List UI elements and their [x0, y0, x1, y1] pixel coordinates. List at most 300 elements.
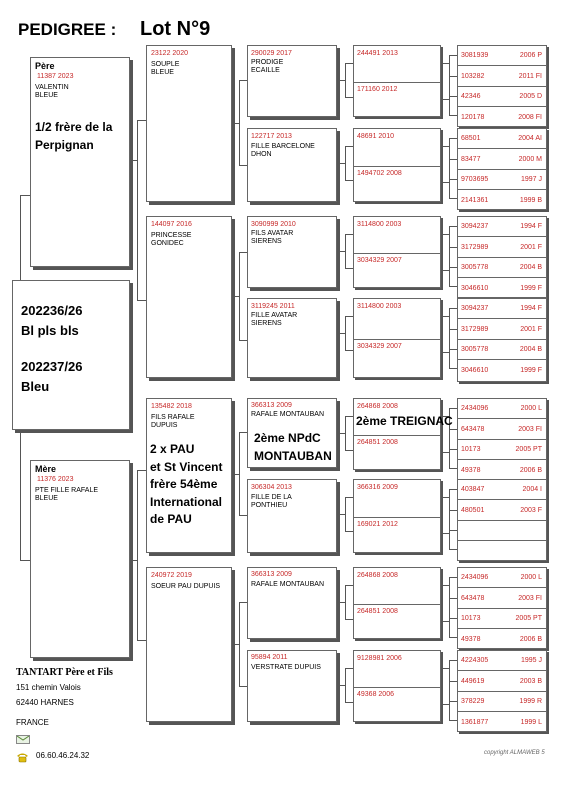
g5-year: 2001 F — [520, 325, 542, 333]
g5-year: 1994 F — [520, 223, 542, 230]
g5-year: 1999 F — [520, 284, 542, 292]
g3-card[interactable] — [247, 128, 337, 202]
g4-pair — [353, 216, 441, 288]
g5-group — [457, 216, 547, 298]
connector-line — [239, 165, 247, 166]
breeder-phone[interactable]: 06.60.46.24.32 — [36, 751, 90, 760]
connector-line — [239, 602, 247, 603]
g3-card[interactable] — [247, 479, 337, 553]
grandparent-ring: 144097 2016 — [151, 221, 192, 228]
g4-ring[interactable]: 264868 2008 — [357, 572, 398, 579]
breeder-street: 151 chemin Valois — [16, 683, 81, 692]
connector-line — [449, 267, 457, 268]
connector-line — [239, 80, 240, 165]
g5-year: 1999 L — [520, 718, 542, 726]
connector-line — [449, 577, 457, 578]
connector-line — [345, 450, 353, 451]
envelope-glyph-icon — [17, 736, 29, 743]
g3-ring: 3090999 2010 — [251, 221, 296, 228]
connector-line — [137, 470, 146, 471]
g3-name: FILS AVATAR SIERENS — [251, 230, 294, 245]
connector-line — [441, 316, 449, 317]
g5-ring: 3081939 — [461, 52, 489, 59]
connector-line — [20, 195, 30, 196]
g5-ring: 2434096 — [461, 574, 489, 581]
connector-line — [337, 433, 345, 434]
g5-row[interactable] — [458, 87, 546, 107]
connector-line — [345, 234, 353, 235]
g5-ring: 10173 — [461, 615, 481, 622]
g5-row[interactable] — [458, 399, 546, 419]
g5-ring: 42346 — [461, 93, 481, 100]
g5-ring: 83477 — [461, 155, 481, 163]
connector-line — [449, 408, 457, 409]
connector-line — [441, 182, 449, 183]
g5-ring: 3046610 — [461, 284, 489, 292]
g3-card[interactable] — [247, 398, 337, 468]
connector-line — [137, 300, 146, 301]
g5-group — [457, 298, 547, 382]
mother-card[interactable] — [30, 460, 130, 658]
g5-year: 2003 B — [519, 677, 542, 685]
g5-row[interactable] — [458, 651, 546, 671]
connector-line — [449, 489, 457, 490]
g5-year: 2000 L — [520, 574, 542, 581]
g5-ring: 3046610 — [461, 366, 489, 374]
grandparent-card[interactable] — [146, 216, 232, 378]
grandparent-ring: 240972 2019 — [151, 572, 192, 579]
connector-line — [449, 368, 457, 369]
g4-pair — [353, 128, 441, 202]
g4-divider — [354, 435, 440, 436]
connector-line — [239, 252, 240, 340]
g4-ring[interactable]: 264851 2008 — [357, 608, 398, 615]
g5-row[interactable] — [458, 521, 546, 541]
grandparent-name: PRINCESSE GONIDEC — [151, 232, 192, 247]
g4-pair — [353, 298, 441, 378]
g5-ring: 643478 — [461, 425, 485, 433]
connector-line — [232, 644, 239, 645]
g3-ring: 366313 2009 — [251, 571, 292, 578]
g5-group — [457, 128, 547, 210]
g4-divider — [354, 687, 440, 688]
g5-ring: 643478 — [461, 594, 485, 602]
g5-ring: 3172989 — [461, 325, 489, 333]
connector-line — [345, 146, 346, 180]
connector-line — [449, 598, 457, 599]
connector-line — [345, 668, 346, 702]
g5-row[interactable] — [458, 501, 546, 521]
connector-line — [337, 685, 345, 686]
g3-card[interactable] — [247, 216, 337, 288]
telephone-glyph-icon — [16, 752, 29, 763]
g5-year: 2006 P — [519, 52, 542, 59]
g5-ring: 3172989 — [461, 243, 489, 251]
g3-name: FILLE BARCELONE DHON — [251, 143, 315, 158]
g3-card[interactable] — [247, 650, 337, 722]
g4-pair — [353, 398, 441, 470]
g4-divider — [354, 253, 440, 254]
g5-year: 2006 B — [519, 466, 542, 474]
grandparent-card[interactable] — [146, 567, 232, 722]
connector-line — [20, 430, 21, 560]
g5-row[interactable] — [458, 217, 546, 237]
g5-year: 2005 D — [519, 93, 542, 100]
connector-line — [449, 55, 450, 115]
connector-line — [345, 234, 346, 268]
g4-ring[interactable]: 3114800 2003 — [357, 221, 402, 228]
father-name: VALENTIN BLEUE — [35, 84, 69, 99]
connector-line — [345, 416, 346, 450]
g5-ring: 480501 — [461, 506, 485, 514]
g5-ring: 449619 — [461, 677, 485, 685]
g4-pair — [353, 479, 441, 553]
g5-year: 2001 F — [520, 243, 542, 251]
g5-year: 1999 F — [520, 366, 542, 374]
connector-line — [239, 602, 240, 686]
g5-group — [457, 479, 547, 561]
g5-group — [457, 567, 547, 649]
connector-line — [449, 701, 457, 702]
subject-ring-2: 202237/26 — [21, 359, 83, 374]
connector-line — [441, 452, 449, 453]
g5-year: 2005 PT — [515, 615, 542, 622]
connector-line — [441, 621, 449, 622]
g5-year: 2000 M — [518, 155, 542, 163]
g4-ring[interactable]: 169021 2012 — [357, 521, 398, 528]
g3-ring: 290029 2017 — [251, 50, 292, 57]
g5-row[interactable] — [458, 692, 546, 712]
g5-ring: 120178 — [461, 113, 485, 121]
g5-year: 1997 J — [520, 176, 542, 183]
g3-card[interactable] — [247, 298, 337, 378]
g3-name: RAFALE MONTAUBAN — [251, 581, 324, 588]
g5-ring: 103282 — [461, 72, 485, 80]
connector-line — [345, 63, 346, 97]
connector-line — [449, 179, 457, 180]
grandparent-card[interactable] — [146, 45, 232, 202]
g5-row[interactable] — [458, 542, 546, 562]
connector-line — [137, 470, 138, 640]
grandparent-note: 2 x PAU et St Vincent frère 54ème International de PAU — [150, 442, 223, 526]
connector-line — [449, 138, 457, 139]
g5-row[interactable] — [458, 672, 546, 692]
connector-line — [449, 226, 450, 286]
connector-line — [449, 681, 457, 682]
g5-year: 2003 F — [520, 506, 542, 514]
connector-line — [137, 120, 138, 300]
connector-line — [449, 308, 450, 368]
connector-line — [345, 268, 353, 269]
mother-label: Mère — [35, 464, 57, 474]
father-ring: 11387 2023 — [37, 73, 74, 80]
connector-line — [239, 515, 247, 516]
g5-ring: 378229 — [461, 698, 485, 705]
g4-divider — [354, 517, 440, 518]
connector-line — [449, 577, 450, 637]
connector-line — [449, 247, 457, 248]
mother-ring: 11376 2023 — [37, 476, 74, 483]
lot-number: Lot N°9 — [140, 18, 211, 40]
g5-year: 2008 FI — [518, 113, 542, 121]
g5-row[interactable] — [458, 320, 546, 340]
g3-ring: 122717 2013 — [251, 133, 292, 140]
g5-group — [457, 45, 547, 127]
g4-ring[interactable]: 3034329 2007 — [357, 343, 402, 350]
connector-line — [449, 198, 457, 199]
g5-row[interactable] — [458, 713, 546, 733]
connector-line — [441, 99, 449, 100]
connector-line — [449, 76, 457, 77]
g5-ring: 68501 — [461, 135, 481, 142]
g5-ring: 1361877 — [461, 718, 489, 726]
connector-line — [449, 329, 457, 330]
connector-line — [137, 640, 146, 641]
connector-line — [239, 432, 247, 433]
g5-row[interactable] — [458, 258, 546, 278]
g3-card[interactable] — [247, 567, 337, 639]
g5-year: 1999 R — [519, 698, 542, 705]
breeder-name: TANTART Père et Fils — [16, 667, 113, 678]
connector-line — [239, 686, 247, 687]
g5-year: 2011 FI — [518, 72, 542, 80]
connector-line — [239, 252, 247, 253]
g5-ring: 49378 — [461, 635, 481, 643]
g4-ring[interactable]: 171160 2012 — [357, 86, 398, 93]
g5-ring: 4224305 — [461, 657, 489, 664]
connector-line — [449, 115, 457, 116]
g5-year: 1995 J — [520, 657, 542, 664]
g3-name: PRODIGE ECAILLE — [251, 59, 284, 74]
g5-row[interactable] — [458, 480, 546, 500]
connector-line — [441, 63, 449, 64]
g5-year: 2006 B — [519, 635, 542, 643]
g5-ring: 3094237 — [461, 223, 489, 230]
connector-line — [345, 350, 353, 351]
connector-line — [449, 618, 457, 619]
connector-line — [449, 549, 457, 550]
g5-row[interactable] — [458, 299, 546, 319]
g4-ring[interactable]: 49368 2006 — [357, 691, 394, 698]
g3-note: 2ème NPdC MONTAUBAN — [254, 431, 332, 463]
g5-row[interactable] — [458, 108, 546, 128]
grandparent-name: SOUPLE BLEUE — [151, 61, 180, 76]
g4-divider — [354, 82, 440, 83]
g4-ring[interactable]: 3034329 2007 — [357, 257, 402, 264]
father-card[interactable] — [30, 57, 130, 267]
connector-line — [449, 159, 457, 160]
g5-row[interactable] — [458, 340, 546, 360]
connector-line — [449, 449, 457, 450]
connector-line — [337, 514, 345, 515]
g5-row[interactable] — [458, 170, 546, 190]
connector-line — [449, 138, 450, 198]
connector-line — [137, 120, 146, 121]
connector-line — [449, 660, 450, 720]
connector-line — [345, 146, 353, 147]
g5-ring: 9703695 — [461, 176, 489, 183]
connector-line — [239, 340, 247, 341]
g5-year: 2004 B — [519, 346, 542, 353]
g5-row[interactable] — [458, 129, 546, 149]
connector-line — [345, 702, 353, 703]
connector-line — [449, 660, 457, 661]
connector-line — [239, 432, 240, 515]
father-note: 1/2 frère de la Perpignan — [35, 120, 113, 152]
grandparent-name: SOEUR PAU DUPUIS — [151, 583, 221, 590]
connector-line — [449, 720, 457, 721]
connector-line — [345, 531, 353, 532]
connector-line — [441, 704, 449, 705]
connector-line — [337, 333, 345, 334]
connector-line — [130, 160, 137, 161]
treignac-note: 2ème TREIGNAC — [356, 414, 453, 428]
connector-line — [449, 530, 457, 531]
connector-line — [449, 226, 457, 227]
g4-ring[interactable]: 1494702 2008 — [357, 170, 402, 177]
g5-year: 2005 PT — [515, 446, 542, 453]
email-icon[interactable] — [16, 735, 30, 744]
g3-ring: 366313 2009 — [251, 402, 292, 409]
connector-line — [449, 468, 457, 469]
g4-ring[interactable]: 48691 2010 — [357, 133, 394, 140]
g4-ring[interactable]: 264851 2008 — [357, 439, 398, 446]
grandparent-card[interactable] — [146, 398, 232, 553]
subject-color-2: Bleu — [21, 379, 50, 394]
g4-divider — [354, 166, 440, 167]
g3-ring: 3119245 2011 — [251, 303, 295, 310]
grandparent-name: FILS RAFALE DUPUIS — [151, 414, 195, 429]
g4-ring[interactable]: 366316 2009 — [357, 484, 398, 491]
connector-line — [441, 352, 449, 353]
connector-line — [449, 96, 457, 97]
connector-line — [441, 234, 449, 235]
g5-row[interactable] — [458, 46, 546, 66]
g5-year: 2004 B — [519, 264, 542, 271]
subject-card[interactable] — [12, 280, 130, 430]
father-label: Père — [35, 61, 55, 71]
subject-color-1: Bl pls bls — [21, 323, 79, 338]
g3-ring: 306304 2013 — [251, 484, 292, 491]
g5-row[interactable] — [458, 568, 546, 588]
connector-line — [345, 619, 353, 620]
g5-ring: 2141361 — [461, 196, 489, 204]
connector-line — [232, 123, 239, 124]
g3-ring: 95894 2011 — [251, 654, 288, 661]
g5-ring: 2434096 — [461, 405, 489, 412]
connector-line — [20, 195, 21, 280]
connector-line — [449, 489, 450, 549]
g3-name: FILLE DE LA PONTHIEU — [251, 494, 292, 509]
connector-line — [449, 308, 457, 309]
connector-line — [441, 497, 449, 498]
connector-line — [345, 585, 353, 586]
connector-line — [345, 416, 353, 417]
connector-line — [337, 163, 345, 164]
copyright: copyright ALMAWEB 5 — [484, 750, 545, 756]
connector-line — [449, 286, 457, 287]
g5-ring: 3094237 — [461, 305, 489, 312]
connector-line — [449, 429, 457, 430]
connector-line — [239, 80, 247, 81]
connector-line — [130, 560, 137, 561]
connector-line — [337, 602, 345, 603]
connector-line — [232, 474, 239, 475]
g5-row[interactable] — [458, 150, 546, 170]
g5-ring: 3005778 — [461, 346, 489, 353]
connector-line — [449, 55, 457, 56]
grandparent-ring: 135482 2018 — [151, 403, 192, 410]
connector-line — [337, 80, 345, 81]
g4-divider — [354, 339, 440, 340]
g5-row[interactable] — [458, 420, 546, 440]
g5-row[interactable] — [458, 630, 546, 650]
connector-line — [345, 63, 353, 64]
connector-line — [449, 510, 457, 511]
phone-icon — [16, 750, 29, 761]
connector-line — [441, 533, 449, 534]
connector-line — [345, 497, 346, 531]
g3-name: FILLE AVATAR SIERENS — [251, 312, 298, 327]
g4-pair — [353, 45, 441, 117]
connector-line — [232, 296, 239, 297]
connector-line — [441, 585, 449, 586]
g4-ring[interactable]: 3114800 2003 — [357, 303, 402, 310]
connector-line — [449, 349, 457, 350]
g4-divider — [354, 604, 440, 605]
g5-group — [457, 398, 547, 480]
connector-line — [345, 585, 346, 619]
g5-year: 1999 B — [519, 196, 542, 204]
connector-line — [345, 180, 353, 181]
g5-year: 2003 FI — [518, 425, 542, 433]
connector-line — [441, 146, 449, 147]
connector-line — [345, 316, 353, 317]
connector-line — [20, 560, 30, 561]
g5-row[interactable] — [458, 67, 546, 87]
g5-year: 2004 I — [522, 486, 542, 493]
g5-row[interactable] — [458, 609, 546, 629]
g5-row[interactable] — [458, 361, 546, 381]
g5-ring: 49378 — [461, 466, 481, 474]
g3-card[interactable] — [247, 45, 337, 117]
g5-row[interactable] — [458, 191, 546, 211]
g5-row[interactable] — [458, 279, 546, 299]
g3-name: VERSTRATE DUPUIS — [251, 664, 321, 671]
pedigree-title: PEDIGREE : — [18, 20, 117, 39]
g5-year: 2000 L — [520, 405, 542, 412]
g5-row[interactable] — [458, 440, 546, 460]
g5-row[interactable] — [458, 589, 546, 609]
g5-row[interactable] — [458, 461, 546, 481]
g4-ring[interactable]: 9128981 2006 — [357, 655, 402, 662]
subject-ring-1: 202236/26 — [21, 303, 83, 318]
g4-ring[interactable]: 264868 2008 — [357, 403, 398, 410]
mother-name: PTE FILLE RAFALE BLEUE — [35, 487, 99, 502]
g4-pair — [353, 567, 441, 639]
connector-line — [345, 97, 353, 98]
grandparent-ring: 23122 2020 — [151, 50, 188, 57]
g5-ring: 10173 — [461, 446, 481, 453]
breeder-country: FRANCE — [16, 718, 49, 727]
connector-line — [449, 637, 457, 638]
g5-row[interactable] — [458, 238, 546, 258]
g4-pair — [353, 650, 441, 722]
connector-line — [345, 497, 353, 498]
g5-group — [457, 650, 547, 732]
g4-ring[interactable]: 244491 2013 — [357, 50, 398, 57]
g5-year: 1994 F — [520, 305, 542, 312]
